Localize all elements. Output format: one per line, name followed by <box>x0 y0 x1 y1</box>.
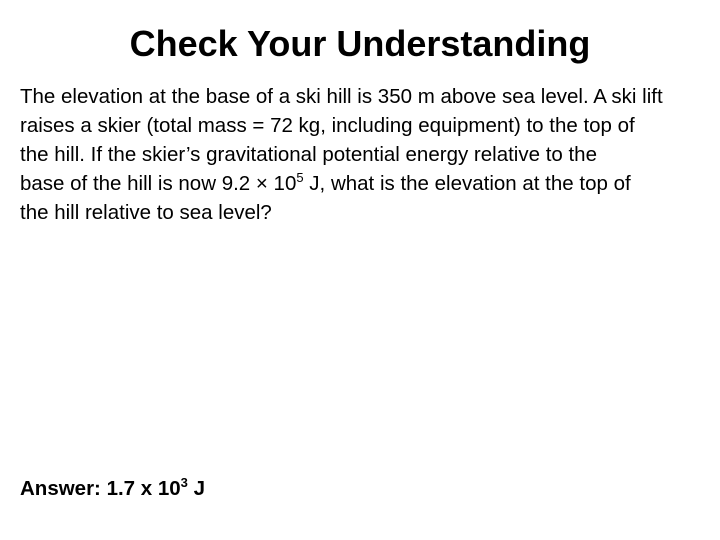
question-line: raises a skier (total mass = 72 kg, including equipment) to the top of <box>20 114 635 137</box>
energy-exponent: 5 <box>296 170 304 186</box>
question-line-with-exponent <box>20 169 710 198</box>
question-line: the hill. If the skier’s gravitational potential energy relative to the <box>20 143 597 166</box>
answer-unit: J <box>187 477 206 500</box>
answer-label: Answer: 1.7 x 10 <box>20 477 181 500</box>
question-line-after-exponent: J, what is the elevation at the top of <box>303 172 631 195</box>
question-line-before-exponent: base of the hill is now 9.2 × 10 <box>20 172 297 195</box>
answer-text <box>20 474 205 503</box>
answer-exponent: 3 <box>180 475 188 491</box>
question-line: The elevation at the base of a ski hill is 350 m above sea level. A ski lift <box>20 85 663 108</box>
question-line: the hill relative to sea level? <box>20 201 272 224</box>
question-text <box>20 82 710 227</box>
slide-title: Check Your Understanding <box>129 23 591 64</box>
